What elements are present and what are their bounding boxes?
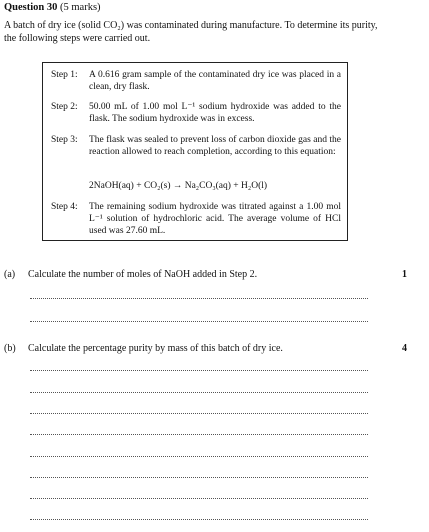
answer-line[interactable]	[30, 298, 368, 299]
step-label: Step 2:	[51, 102, 78, 112]
answer-line[interactable]	[30, 434, 368, 435]
question-marks: (5 marks)	[60, 2, 101, 13]
answer-line[interactable]	[30, 370, 368, 371]
answer-line[interactable]	[30, 519, 368, 520]
step-text: The remaining sodium hydroxide was titrated against a 1.00 mol L⁻¹ solution of hydrochloric acid. The average volume of HCl used was 27.60 mL.	[89, 202, 341, 236]
step-label: Step 3:	[51, 135, 78, 145]
question-title: Question 30	[4, 2, 58, 13]
answer-line[interactable]	[30, 413, 368, 414]
part-question: Calculate the number of moles of NaOH added in Step 2.	[28, 269, 258, 280]
question-intro: A batch of dry ice (solid CO₂) was contaminated during manufacture. To determine its purity, the following steps were carried out.	[4, 20, 378, 44]
answer-line[interactable]	[30, 321, 368, 322]
step-label: Step 4:	[51, 202, 78, 212]
procedure-box	[42, 62, 348, 241]
answer-line[interactable]	[30, 498, 368, 499]
answer-line[interactable]	[30, 456, 368, 457]
step-text: A 0.616 gram sample of the contaminated dry ice was placed in a clean, dry flask.	[89, 70, 341, 92]
part-a-marks: 1	[402, 269, 407, 280]
answer-line[interactable]	[30, 477, 368, 478]
part-label: (a)	[4, 269, 16, 280]
part-b-marks: 4	[402, 343, 407, 354]
step-text: 50.00 mL of 1.00 mol L⁻¹ sodium hydroxide was added to the flask. The sodium hydroxide was in excess.	[89, 102, 341, 124]
reaction-equation: 2NaOH(aq) + CO₂(s) → Na₂CO₃(aq) + H₂O(l)	[89, 181, 268, 191]
part-label: (b)	[4, 343, 16, 354]
step-text: The flask was sealed to prevent loss of carbon dioxide gas and the reaction allowed to reach completion, according to this equation:	[89, 135, 341, 157]
answer-line[interactable]	[30, 392, 368, 393]
part-question: Calculate the percentage purity by mass of this batch of dry ice.	[28, 343, 283, 354]
question-heading	[4, 2, 101, 13]
step-label: Step 1:	[51, 70, 78, 80]
